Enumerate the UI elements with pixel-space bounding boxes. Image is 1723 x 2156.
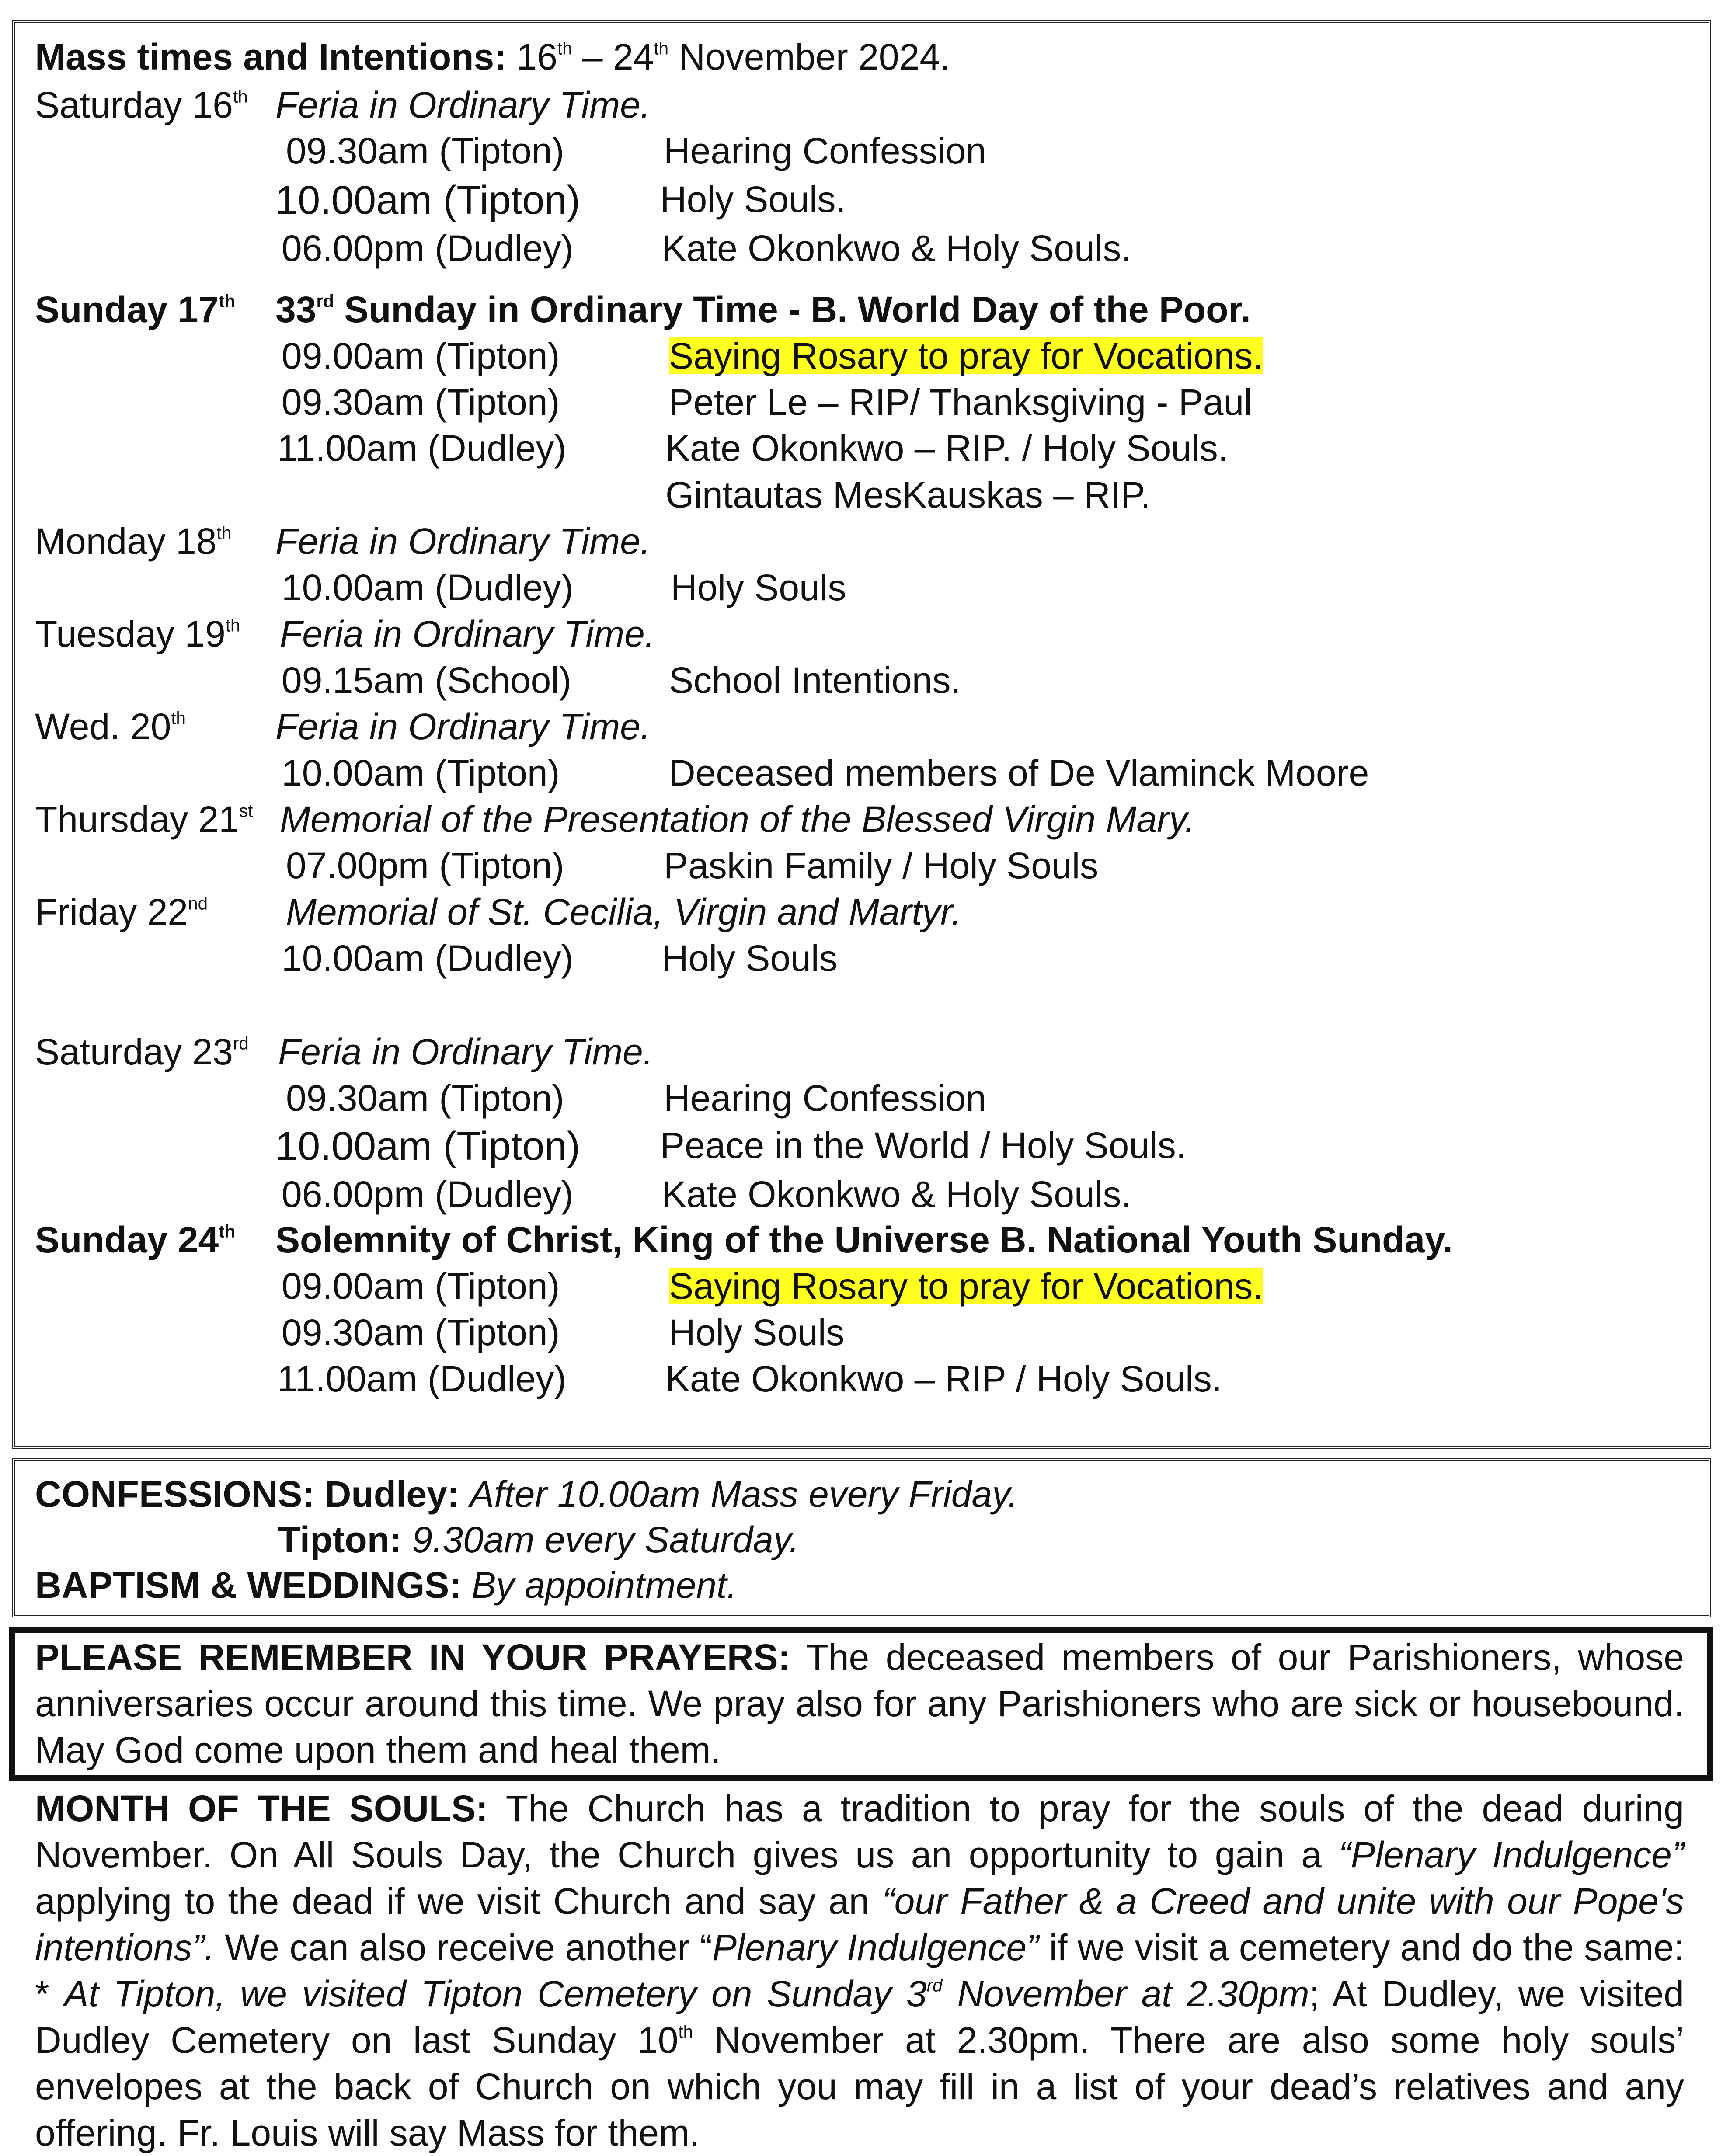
mass-intention: Deceased members of De Vlaminck Moore <box>669 752 1369 793</box>
mass-intention: School Intentions. <box>669 660 961 701</box>
mass-time: 06.00pm (Dudley) <box>282 1174 574 1215</box>
mass-time: 09.00am (Tipton) <box>282 335 560 376</box>
mass-intention: Hearing Confession <box>664 130 986 171</box>
day-description: Feria in Ordinary Time. <box>280 613 655 654</box>
souls-paragraph: MONTH OF THE SOULS: The Church has a tradition to pray for the souls of the dead during November. On All Souls Day, the Church gives us an opportunity to gain a “Plenary Indulgence” applying to the dead if we visit Church and say an “our Father & a Creed and unite with our Pope's intentions”. We can also receive another “Plenary Indulgence” if we visit a cemetery and do the same: * At Tipton, we visited Tipton Cemetery on Sunday 3rd November at 2.30pm; At Dudley, we visited Dudley Cemetery on last Sunday 10th November at 2.30pm. There are also some holy souls’ envelopes at the back of Church on which you may fill in a list of your dead’s relatives and any offering. Fr. Louis will say Mass for them. <box>35 1788 1685 2153</box>
mass-times-heading: Mass times and Intentions: 16th – 24th November 2024. <box>35 36 950 77</box>
mass-time: 09.00am (Tipton) <box>282 1266 560 1307</box>
day-description: Memorial of the Presentation of the Blessed Virgin Mary. <box>280 799 1195 840</box>
mass-intention: Paskin Family / Holy Souls <box>664 845 1099 886</box>
day-label: Thursday 21st <box>35 799 253 840</box>
mass-intention: Peace in the World / Holy Souls. <box>660 1125 1187 1166</box>
mass-time: 11.00am (Dudley) <box>277 1358 567 1399</box>
tipton-confessions-line: Tipton: 9.30am every Saturday. <box>278 1519 799 1560</box>
day-description: Memorial of St. Cecilia, Virgin and Martyr. <box>286 891 962 932</box>
day-description: Feria in Ordinary Time. <box>275 84 651 125</box>
mass-intention: Kate Okonkwo & Holy Souls. <box>662 1174 1131 1215</box>
mass-intention-highlighted: Saying Rosary to pray for Vocations. <box>669 335 1263 376</box>
day-label: Wed. 20th <box>35 706 186 747</box>
day-description: Solemnity of Christ, King of the Universe B. National Youth Sunday. <box>275 1219 1453 1260</box>
mass-time: 10.00am (Dudley) <box>282 938 574 979</box>
mass-intention: Hearing Confession <box>664 1078 986 1119</box>
day-label: Sunday 17th <box>35 289 236 330</box>
day-label: Tuesday 19th <box>35 613 240 654</box>
mass-intention: Kate Okonkwo & Holy Souls. <box>662 228 1131 269</box>
mass-time: 10.00am (Tipton) <box>275 1124 581 1168</box>
mass-time: 06.00pm (Dudley) <box>282 228 574 269</box>
day-label: Saturday 23rd <box>35 1031 249 1072</box>
mass-intention: Peter Le – RIP/ Thanksgiving - Paul <box>669 382 1252 423</box>
mass-time: 09.30am (Tipton) <box>286 130 564 171</box>
day-description: Feria in Ordinary Time. <box>278 1031 654 1072</box>
baptism-line: BAPTISM & WEDDINGS: By appointment. <box>35 1565 737 1606</box>
mass-intention: Holy Souls <box>662 938 838 979</box>
mass-time: 09.30am (Tipton) <box>282 382 560 423</box>
mass-intention-highlighted: Saying Rosary to pray for Vocations. <box>669 1266 1263 1307</box>
mass-time: 10.00am (Dudley) <box>282 567 574 608</box>
mass-intention: Holy Souls <box>671 567 846 608</box>
mass-time: 09.30am (Tipton) <box>286 1078 564 1119</box>
mass-intention: Kate Okonkwo – RIP / Holy Souls. <box>665 1358 1222 1399</box>
day-label: Friday 22nd <box>35 891 208 932</box>
mass-intention: Holy Souls <box>669 1312 845 1353</box>
day-label: Sunday 24th <box>35 1219 236 1260</box>
day-description: Feria in Ordinary Time. <box>275 521 651 562</box>
day-label: Monday 18th <box>35 521 232 562</box>
mass-time: 10.00am (Tipton) <box>282 752 560 793</box>
mass-time: 07.00pm (Tipton) <box>286 845 564 886</box>
day-label: Saturday 16th <box>35 84 248 125</box>
mass-intention: Holy Souls. <box>660 179 846 220</box>
day-description: 33rd Sunday in Ordinary Time - B. World Day of the Poor. <box>275 289 1251 330</box>
mass-intention: Kate Okonkwo – RIP. / Holy Souls. <box>665 428 1229 469</box>
confessions-line: CONFESSIONS: Dudley: After 10.00am Mass every Friday. <box>35 1474 1018 1515</box>
mass-time: 09.15am (School) <box>282 660 572 701</box>
mass-time: 10.00am (Tipton) <box>275 178 581 223</box>
heading-title: Mass times and Intentions: <box>35 36 507 77</box>
mass-intention: Gintautas MesKauskas – RIP. <box>665 474 1151 515</box>
mass-time: 11.00am (Dudley) <box>277 428 567 469</box>
prayers-paragraph: PLEASE REMEMBER IN YOUR PRAYERS: The deceased members of our Parishioners, whose anniversaries occur around this time. We pray also for any Parishioners who are sick or housebound. May God come upon them and heal them. <box>35 1637 1684 1770</box>
mass-time: 09.30am (Tipton) <box>282 1312 560 1353</box>
day-description: Feria in Ordinary Time. <box>275 706 651 747</box>
